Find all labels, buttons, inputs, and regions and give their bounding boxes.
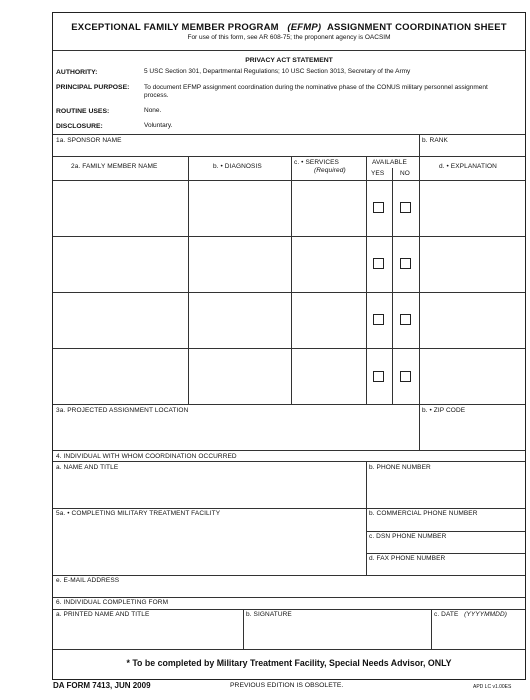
rule — [419, 134, 420, 156]
rule — [392, 168, 393, 404]
available-label: AVAILABLE — [372, 159, 407, 166]
rule — [431, 609, 432, 649]
rule — [53, 404, 525, 405]
rule — [53, 609, 525, 610]
obsolete-notice: PREVIOUS EDITION IS OBSOLETE. — [230, 682, 344, 689]
routine-uses-text: None. — [144, 107, 162, 114]
rule — [366, 553, 525, 554]
rule — [419, 156, 420, 404]
available-no-checkbox-3[interactable] — [400, 314, 411, 325]
family-member-name-label: 2a. FAMILY MEMBER NAME — [71, 163, 158, 170]
yes-label: YES — [371, 170, 385, 177]
no-label: NO — [400, 170, 410, 177]
available-yes-checkbox-3[interactable] — [373, 314, 384, 325]
rule — [53, 134, 525, 135]
rule — [53, 508, 525, 509]
available-no-checkbox-4[interactable] — [400, 371, 411, 382]
zip-code-label: b. • ZIP CODE — [422, 407, 466, 414]
efmp-form — [52, 12, 526, 680]
principal-purpose-label: PRINCIPAL PURPOSE: — [56, 84, 130, 91]
rule — [53, 649, 525, 650]
mtf-footnote: * To be completed by Military Treatment Facility, Special Needs Advisor, ONLY — [126, 658, 452, 668]
form-id: DA FORM 7413, JUN 2009 — [53, 681, 151, 690]
rule — [53, 236, 525, 237]
rule — [53, 50, 525, 51]
rule — [53, 450, 525, 451]
signature-label: b. SIGNATURE — [246, 611, 292, 618]
email-label: e. E-MAIL ADDRESS — [56, 577, 120, 584]
form-subtitle: For use of this form, see AR 608-75; the proponent agency is OACSIM — [187, 34, 391, 41]
rule — [53, 348, 525, 349]
principal-purpose-text: To document EFMP assignment coordination during the nominative phase of the CONUS military personnel assignment process. — [144, 84, 488, 99]
disclosure-label: DISCLOSURE: — [56, 123, 103, 130]
commercial-phone-label: b. COMMERCIAL PHONE NUMBER — [369, 510, 478, 517]
authority-text: 5 USC Section 301, Departmental Regulations; 10 USC Section 3013, Secretary of the Army — [144, 68, 411, 75]
privacy-act-heading: PRIVACY ACT STATEMENT — [245, 57, 333, 64]
rule — [366, 531, 525, 532]
disclosure-text: Voluntary. — [144, 122, 173, 129]
name-title-label: a. NAME AND TITLE — [56, 464, 119, 471]
routine-uses-label: ROUTINE USES: — [56, 108, 110, 115]
rule — [366, 508, 367, 575]
date-label: c. DATE (YYYYMMDD) — [434, 611, 508, 618]
form-title: EXCEPTIONAL FAMILY MEMBER PROGRAM (EFMP) ASSIGNMENT COORDINATION SHEET — [71, 22, 507, 33]
available-yes-checkbox-4[interactable] — [373, 371, 384, 382]
individual-coordination-label: 4. INDIVIDUAL WITH WHOM COORDINATION OCCURRED — [56, 453, 237, 460]
diagnosis-label: b. • DIAGNOSIS — [213, 163, 262, 170]
rule — [366, 156, 367, 404]
rule — [53, 180, 525, 181]
dsn-phone-label: c. DSN PHONE NUMBER — [369, 533, 447, 540]
completing-facility-label: 5a. • COMPLETING MILITARY TREATMENT FACILITY — [56, 510, 221, 517]
authority-label: AUTHORITY: — [56, 69, 98, 76]
rule — [291, 156, 292, 404]
projected-location-label: 3a. PROJECTED ASSIGNMENT LOCATION — [56, 407, 189, 414]
rule — [366, 461, 367, 508]
phone-number-label: b. PHONE NUMBER — [369, 464, 431, 471]
explanation-label: d. • EXPLANATION — [439, 163, 497, 170]
rule — [243, 609, 244, 649]
available-no-checkbox-2[interactable] — [400, 258, 411, 269]
services-label: c. • SERVICES — [294, 159, 339, 166]
individual-completing-label: 6. INDIVIDUAL COMPLETING FORM — [56, 599, 169, 606]
available-yes-checkbox-2[interactable] — [373, 258, 384, 269]
rule — [53, 292, 525, 293]
printed-name-label: a. PRINTED NAME AND TITLE — [56, 611, 150, 618]
available-yes-checkbox-1[interactable] — [373, 202, 384, 213]
sponsor-name-label: 1a. SPONSOR NAME — [56, 137, 122, 144]
rank-label: b. RANK — [422, 137, 448, 144]
rule — [53, 461, 525, 462]
rule — [53, 575, 525, 576]
rule — [53, 597, 525, 598]
rule — [188, 156, 189, 404]
services-required-label: (Required) — [314, 167, 346, 174]
version-tag: APD LC v1.00ES — [473, 684, 512, 690]
rule — [53, 156, 525, 157]
fax-phone-label: d. FAX PHONE NUMBER — [369, 555, 446, 562]
rule — [419, 404, 420, 450]
available-no-checkbox-1[interactable] — [400, 202, 411, 213]
